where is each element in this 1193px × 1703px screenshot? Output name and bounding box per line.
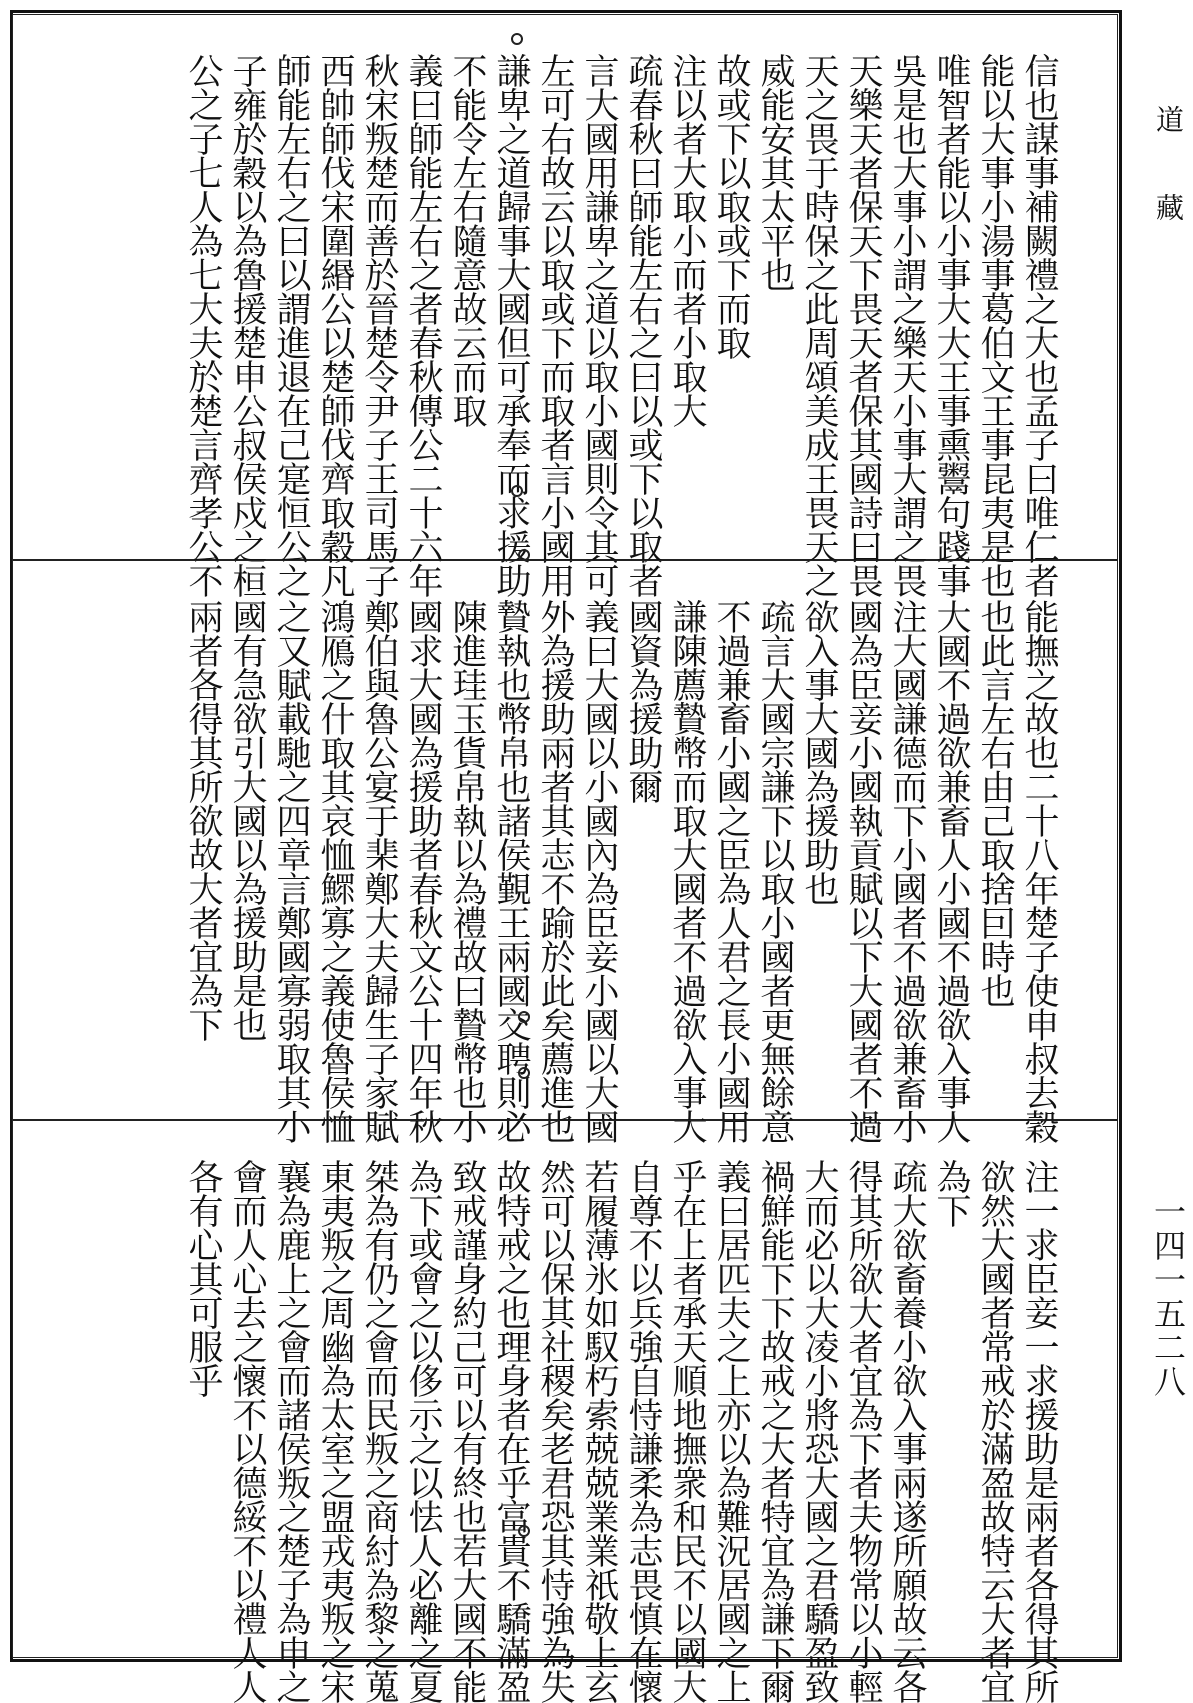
page-number-label: 一四一五二八 [1149,1195,1187,1399]
text-column: 為下或會之以侈示之以怯人必離之夏 [403,1159,443,1703]
text-column: 言大國用謙卑之道以取小國則令其可 [579,53,619,597]
text-column: 禍鮮能下下故戒之大者特宜為謙下爾 [755,1159,795,1703]
section-circle-mark [518,1011,530,1023]
text-column: 秋宋叛楚而善於晉楚令尹子王司馬子 [359,53,399,597]
text-column: 兩者各得其所欲故大者宜為下 [183,599,223,1041]
section-circle-mark [511,485,523,497]
text-column: 疏大欲畜養小欲入事兩遂所願故云各 [887,1159,927,1703]
text-column: 能以大事小湯事葛伯文王事昆夷是也 [975,53,1015,597]
text-column: 注大國謙德而下小國者不過欲兼畜小 [887,599,927,1143]
text-column: 鴻鴈之什取其哀恤鰥寡之義使魯侯恤 [315,599,355,1143]
text-column: 西帥師伐宋圍緡公以楚師伐齊取穀凡 [315,53,355,597]
text-column: 也此言左右由己取捨囙時也 [975,599,1015,1007]
text-column: 左可右故云以取或下而取者言小國用 [535,53,575,597]
text-column: 然可以保其社稷矣老君恐其恃強為失 [535,1159,575,1703]
text-column: 信也謀事補闕禮之大也孟子曰唯仁者 [1019,53,1059,597]
text-column: 自尊不以兵強自恃謙柔為志畏慎在懷 [623,1159,663,1703]
text-column: 東夷叛之周幽為太室之盟戎夷叛之宋 [315,1159,355,1703]
section-circle-mark [518,1067,530,1079]
text-column: 外為援助兩者其志不踰於此矣薦進也 [535,599,575,1143]
text-column: 贄執也幣帛也諸侯覲王兩國交聘則必 [491,599,531,1143]
text-column: 公之子七人為七大夫於楚言齊孝公不 [183,53,223,597]
column-group [181,53,1061,597]
text-column: 唯智者能以小事大大王事熏鬻句踐事 [931,53,971,597]
text-column: 襄為鹿上之會而諸侯叛之楚子為申之 [271,1159,311,1703]
text-column: 乎在上者承天順地撫衆和民不以國大 [667,1159,707,1703]
text-column: 疏言大國宗謙下以取小國者更無餘意 [755,599,795,1143]
text-column: 國求大國為援助者春秋文公十四年秋 [403,599,443,1143]
text-column: 義曰居匹夫之上亦以為難況居國之上 [711,1159,751,1703]
section-circle-mark [518,1525,530,1537]
text-column: 天樂天者保天下畏天者保其國詩曰畏 [843,53,883,597]
text-column: 欲入事大國為援助也 [799,599,839,905]
text-panel-middle [12,560,1118,1143]
text-column: 故或下以取或下而取 [711,53,751,359]
text-column: 各有心其可服乎 [183,1159,223,1397]
text-column: 謙陳薦贄幣而取大國者不過欲入事大 [667,599,707,1143]
text-column: 子雍於穀以為魯援楚申公叔侯戍之桓 [227,53,267,597]
text-column: 國為臣妾小國執貢賦以下大國者不過 [843,599,883,1143]
text-column: 大而必以大凌小將恐大國之君驕盈致 [799,1159,839,1703]
text-column: 威能安其太平也 [755,53,795,291]
text-column: 注以者大取小而者小取大 [667,53,707,427]
text-column: 疏春秋曰師能左右之曰以或下以取者 [623,53,663,597]
text-column: 注一求臣妾一求援助是兩者各得其所 [1019,1159,1059,1703]
text-panel-top [12,14,1118,597]
column-group [181,1159,1061,1703]
text-column: 吳是也大事小謂之樂天小事大謂之畏 [887,53,927,597]
text-column: 義曰師能左右之者春秋傳公二十六年 [403,53,443,597]
text-column: 陳進珪玉貨帛執以為禮故曰贄幣也小 [447,599,487,1143]
text-column: 若履薄氷如馭朽索兢兢業業祇敬上玄 [579,1159,619,1703]
text-column: 會而人心去之懷不以德綏不以禮人人 [227,1159,267,1703]
text-column: 為下 [931,1159,971,1227]
text-column: 鄭伯與魯公宴于棐鄭大夫歸生子家賦 [359,599,399,1143]
text-column: 師能左右之曰以謂進退在己寔恒公之 [271,53,311,597]
text-column: 得其所欲大者宜為下者夫物常以小輕 [843,1159,883,1703]
text-column: 欲然大國者常戒於滿盈故特云大者宜 [975,1159,1015,1703]
canon-title-label: 道藏 [1152,105,1185,281]
text-column: 國有急欲引大國以為援助是也 [227,599,267,1041]
section-circle-mark [518,549,530,561]
column-group [181,599,1061,1143]
text-column: 桀為有仍之會而民叛之商紂為黎之蒐 [359,1159,399,1703]
text-panel-bottom [12,1120,1118,1703]
text-column: 不能令左右隨意故云而取 [447,53,487,427]
text-column: 故特戒之也理身者在乎富貴不驕滿盈 [491,1159,531,1703]
text-column: 能撫之故也二十八年楚子使申叔去穀 [1019,599,1059,1143]
text-column: 天之畏于時保之此周頌美成王畏天之 [799,53,839,597]
text-column: 不過兼畜小國之臣為人君之長小國用 [711,599,751,1143]
text-column: 之又賦載馳之四章言鄭國寡弱取其小 [271,599,311,1143]
text-column: 義曰大國以小國內為臣妾小國以大國 [579,599,619,1143]
text-column: 致戒謹身約己可以有終也若大國不能 [447,1159,487,1703]
section-circle-mark [511,33,523,45]
text-column: 大國不過欲兼畜人小國不過欲入事人 [931,599,971,1143]
text-column: 國資為援助爾 [623,599,663,803]
text-column: 謙卑之道歸事大國但可承奉而求援助 [491,53,531,597]
